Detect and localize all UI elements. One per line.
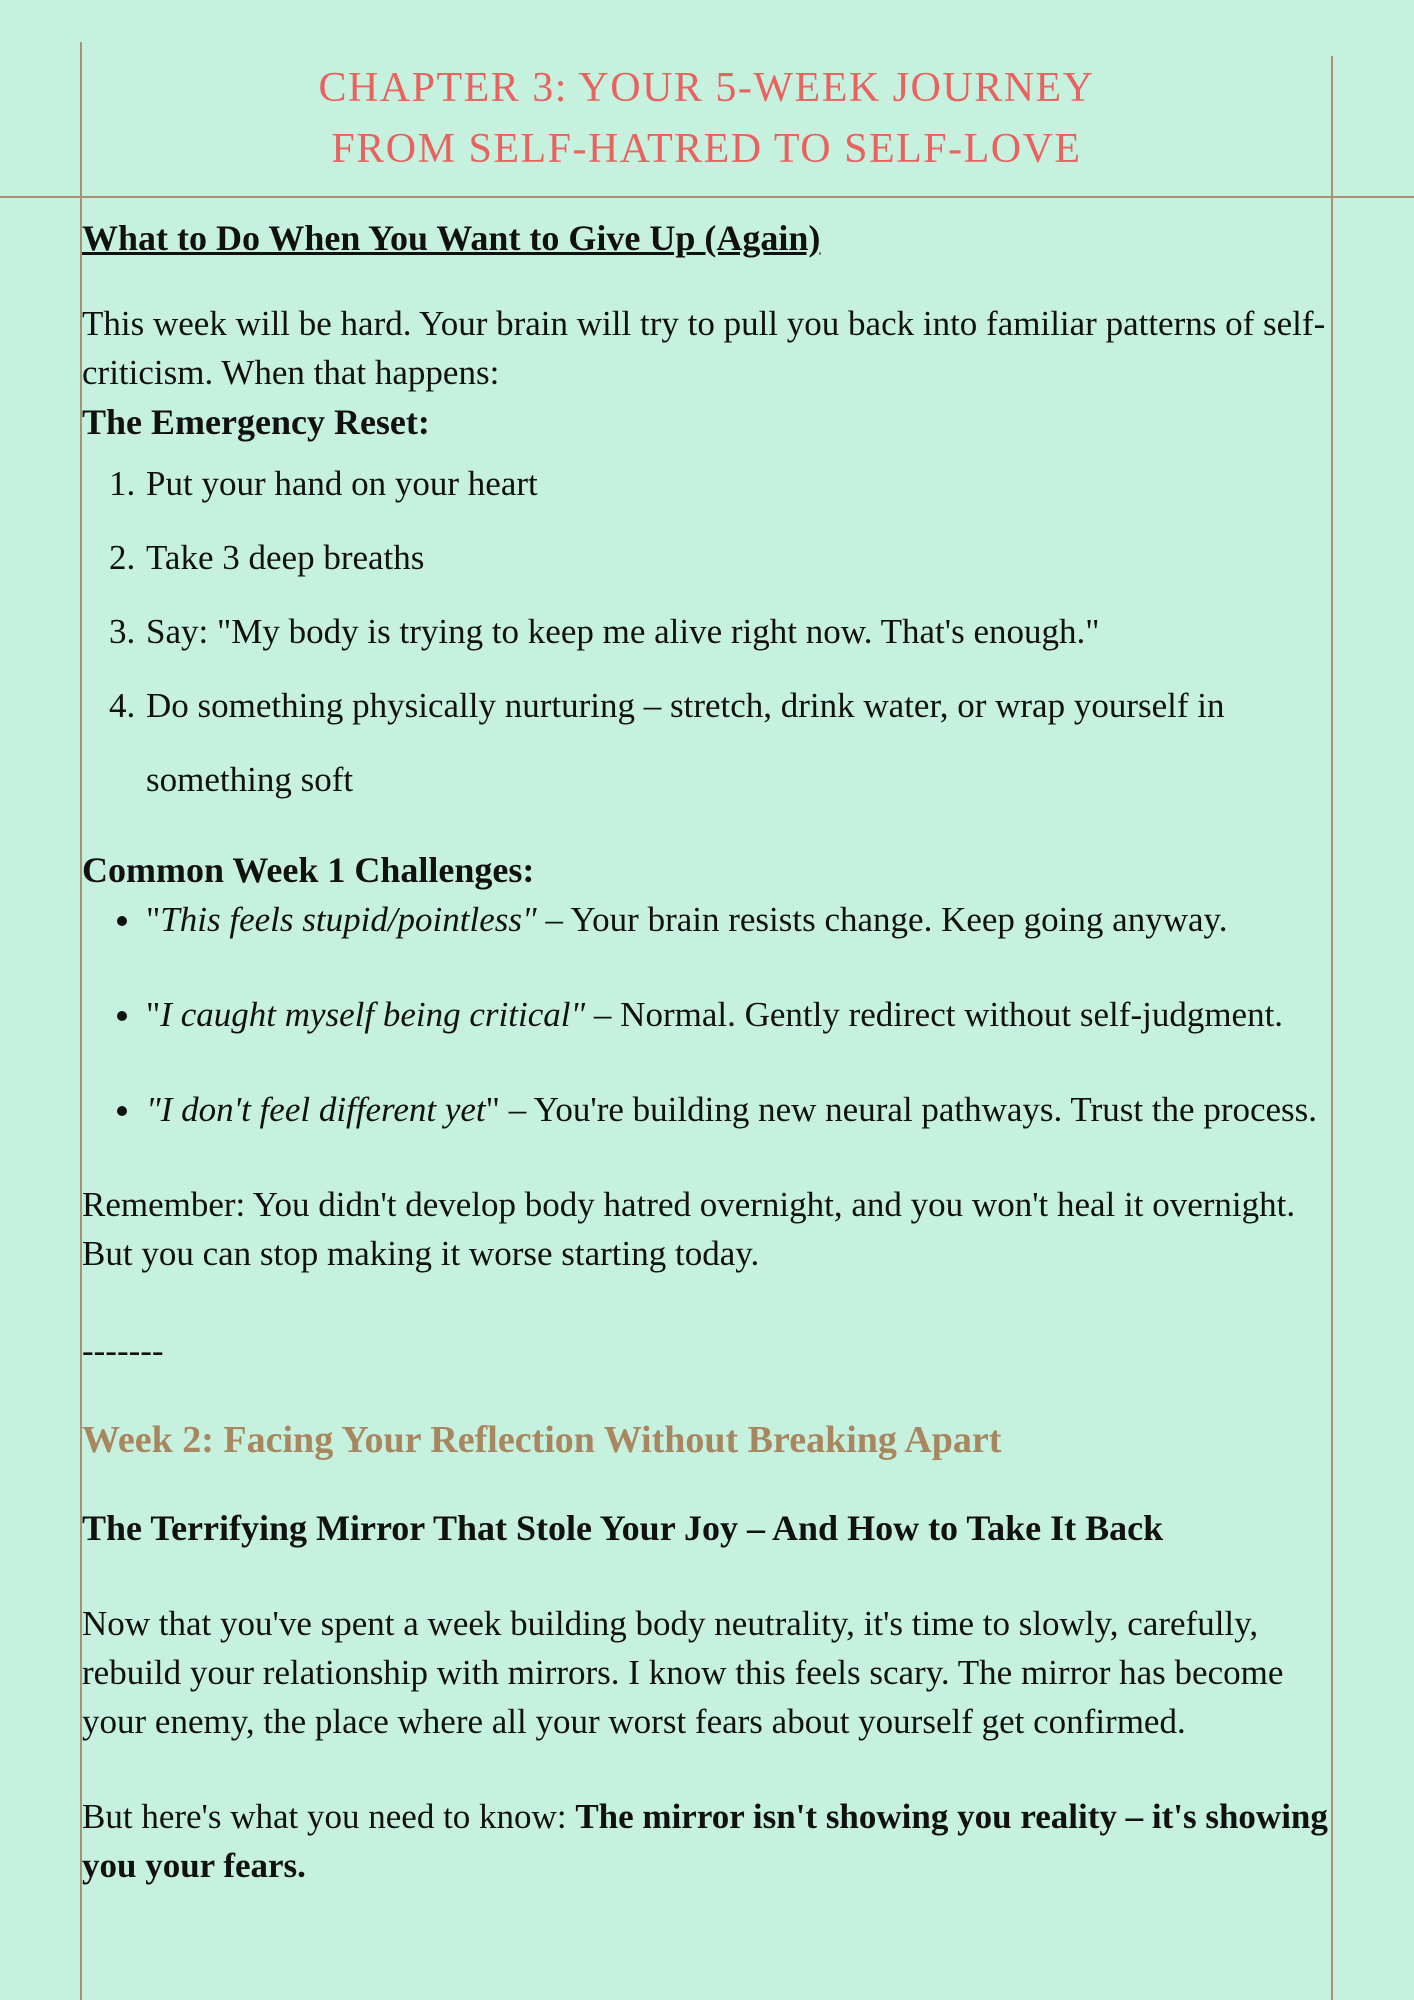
week2-subheading: The Terrifying Mirror That Stole Your Joy – And How to Take It Back bbox=[82, 1508, 1164, 1548]
section-divider: ------- bbox=[82, 1331, 164, 1370]
give-up-heading: What to Do When You Want to Give Up (Again) bbox=[82, 218, 821, 258]
reset-step: 4. Do something physically nurturing – stretch, drink water, or wrap yourself in something soft bbox=[144, 669, 1342, 817]
challenges-heading: Common Week 1 Challenges: bbox=[82, 850, 535, 890]
reset-step: 3. Say: "My body is trying to keep me alive right now. That's enough." bbox=[144, 595, 1342, 669]
emergency-reset-steps bbox=[82, 447, 1342, 817]
challenge-item: • "I caught myself being critical" – Normal. Gently redirect without self-judgment. bbox=[144, 990, 1342, 1039]
give-up-intro: This week will be hard. Your brain will try to pull you back into familiar patterns of self-criticism. When that happens: bbox=[82, 304, 1326, 392]
week2-title: Week 2: Facing Your Reflection Without Breaking Apart bbox=[82, 1419, 1002, 1461]
challenge-response: – Your brain resists change. Keep going anyway. bbox=[536, 900, 1228, 939]
know-lead: But here's what you need to know: bbox=[82, 1797, 576, 1836]
chapter-title-line1: CHAPTER 3: YOUR 5-WEEK JOURNEY bbox=[318, 65, 1095, 111]
reset-step: 2. Take 3 deep breaths bbox=[144, 521, 1342, 595]
week2-paragraph: Now that you've spent a week building body neutrality, it's time to slowly, carefully, rebuild your relationship with mirrors. I know this feels scary. The mirror has become your enemy, the place where all your worst fears about yourself get confirmed. bbox=[82, 1604, 1284, 1741]
challenge-item: • "This feels stupid/pointless" – Your brain resists change. Keep going anyway. bbox=[144, 895, 1342, 944]
challenge-quote: "I don't feel different yet bbox=[146, 1090, 486, 1129]
challenges-list bbox=[82, 895, 1342, 1134]
chapter-title bbox=[82, 58, 1331, 180]
challenge-item bbox=[144, 1085, 1342, 1134]
page-content bbox=[82, 208, 1342, 1890]
remember-paragraph: Remember: You didn't develop body hatred overnight, and you won't heal it overnight. But you can stop making it worse starting today. bbox=[82, 1185, 1296, 1273]
reset-step: 1. Put your hand on your heart bbox=[144, 447, 1342, 521]
week2-know-paragraph bbox=[82, 1792, 1342, 1890]
challenge-response: – Normal. Gently redirect without self-judgment. bbox=[585, 995, 1284, 1034]
challenge-quote: This feels stupid/pointless" bbox=[160, 900, 537, 939]
header-rule bbox=[0, 196, 1414, 198]
emergency-reset-heading: The Emergency Reset: bbox=[82, 402, 430, 442]
challenge-response: " – You're building new neural pathways. Trust the process. bbox=[485, 1090, 1318, 1129]
challenge-quote: I caught myself being critical" bbox=[160, 995, 586, 1034]
know-bold: The mirror isn't showing you reality – it's showing you your fears. bbox=[82, 1797, 1328, 1885]
chapter-title-line2: FROM SELF-HATRED TO SELF-LOVE bbox=[331, 126, 1082, 172]
